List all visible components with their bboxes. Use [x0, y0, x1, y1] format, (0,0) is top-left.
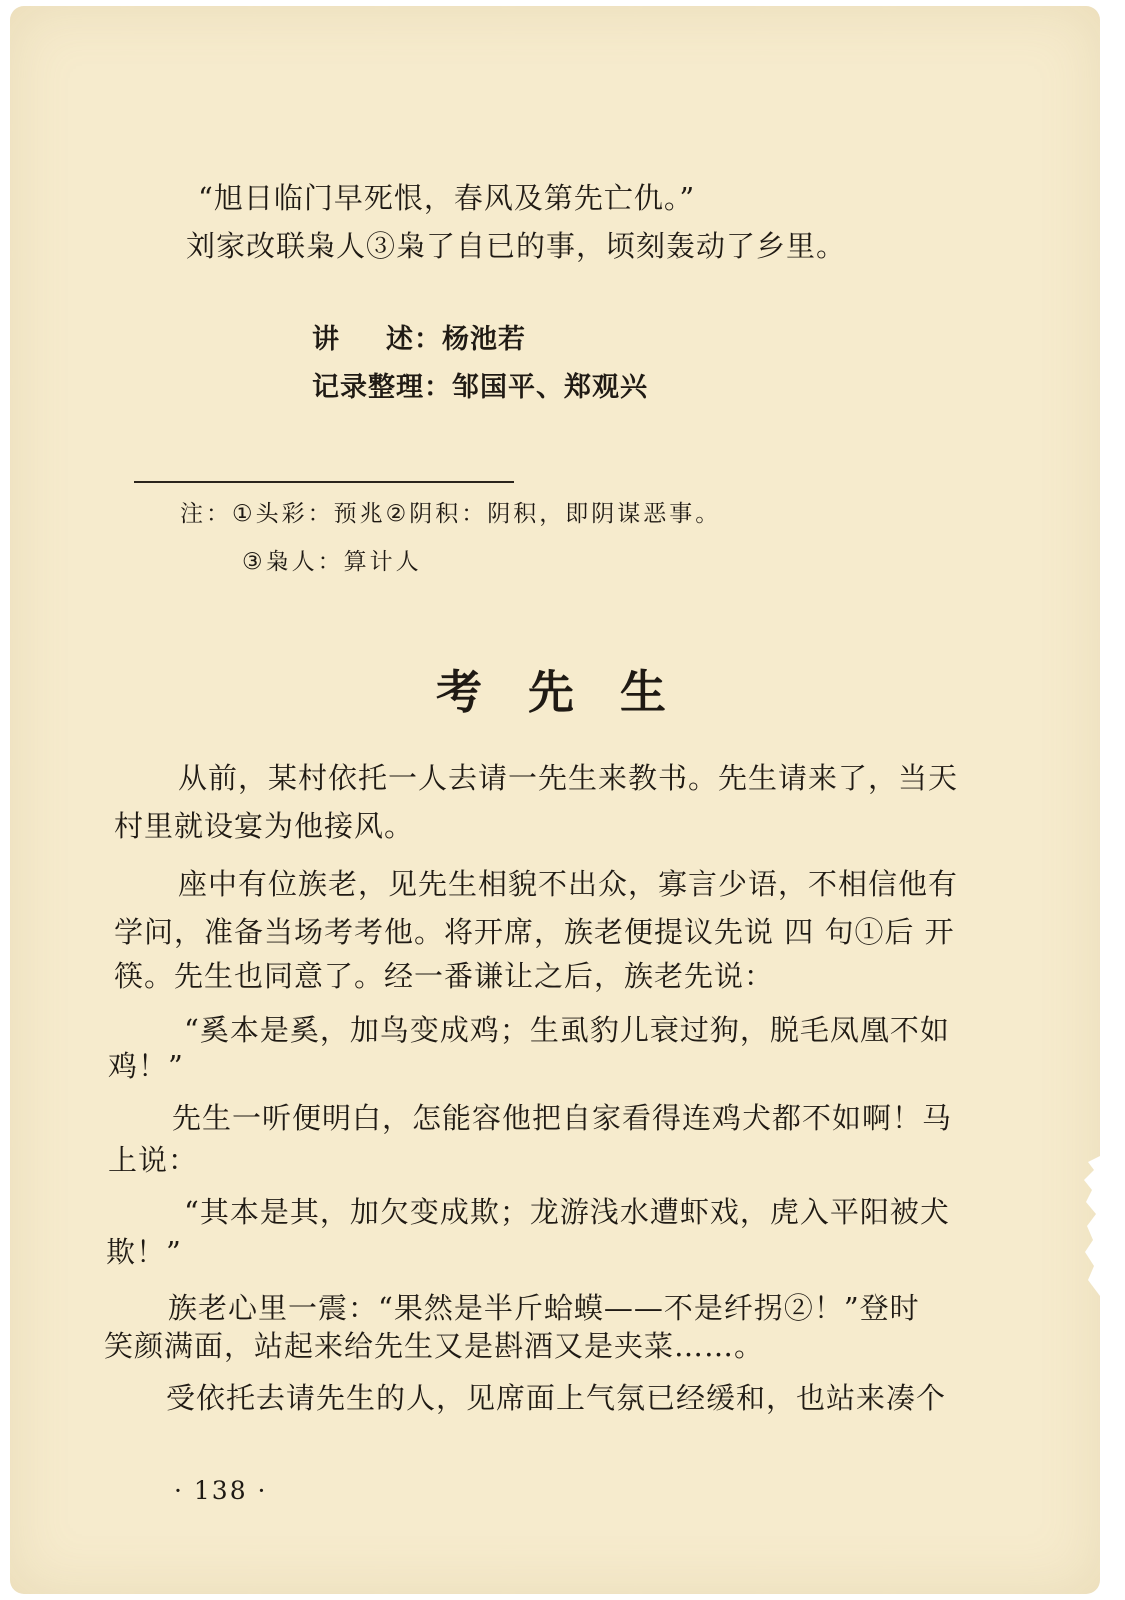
- narrator-credit: [312, 322, 526, 358]
- story-line: 上说：: [108, 1143, 199, 1177]
- footnote-line-1: 注：①头彩：预兆②阴积：阴积，即阴谋恶事。: [180, 501, 722, 527]
- narrator-label-a: 讲: [312, 324, 340, 355]
- story-line: 鸡！”: [108, 1049, 184, 1083]
- story-line: 村里就设宴为他接风。: [114, 809, 415, 843]
- story-line: 从前，某村依托一人去请一先生来教书。先生请来了，当天: [178, 761, 959, 795]
- narrator-label-b: 述：: [386, 324, 442, 355]
- recorder-label: 记录整理：: [312, 372, 452, 403]
- story-line: 座中有位族老，见先生相貌不出众，寡言少语，不相信他有: [178, 867, 959, 901]
- poem-line-2: 刘家改联枭人③枭了自已的事，顷刻轰动了乡里。: [186, 229, 847, 263]
- story-line: “其本是其，加欠变成欺；龙游浅水遭虾戏，虎入平阳被犬: [184, 1195, 950, 1229]
- story-line: 笑颜满面，站起来给先生又是斟酒又是夹菜……。: [104, 1329, 765, 1363]
- recorder-credit: [312, 370, 648, 406]
- story-line: “奚本是奚，加鸟变成鸡；生虱豹儿衰过狗，脱毛凤凰不如: [184, 1013, 950, 1047]
- torn-edge: [1078, 1156, 1100, 1296]
- story-line: 受依托去请先生的人，见席面上气氛已经缓和，也站来凑个: [166, 1381, 947, 1415]
- story-title: 考先生: [436, 665, 712, 719]
- poem-line-1: “旭日临门早死恨，春风及第先亡仇。”: [198, 181, 696, 215]
- story-line: 欺！”: [106, 1235, 182, 1269]
- story-line: 族老心里一震：“果然是半斤蛤蟆——不是纤拐②！”登时: [168, 1291, 920, 1325]
- footnote-line-2: ③枭人：算计人: [242, 549, 422, 575]
- story-line: 学问，准备当场考考他。将开席，族老便提议先说 四 句①后 开: [114, 915, 955, 949]
- recorder-names: 邹国平、郑观兴: [452, 372, 648, 403]
- footnote-divider: [134, 481, 514, 483]
- narrator-name: 杨池若: [442, 324, 526, 355]
- book-page: [10, 6, 1100, 1594]
- story-line: 先生一听便明白，怎能容他把自家看得连鸡犬都不如啊！马: [172, 1101, 953, 1135]
- page-number: · 138 ·: [174, 1476, 268, 1505]
- story-line: 筷。先生也同意了。经一番谦让之后，族老先说：: [114, 959, 775, 993]
